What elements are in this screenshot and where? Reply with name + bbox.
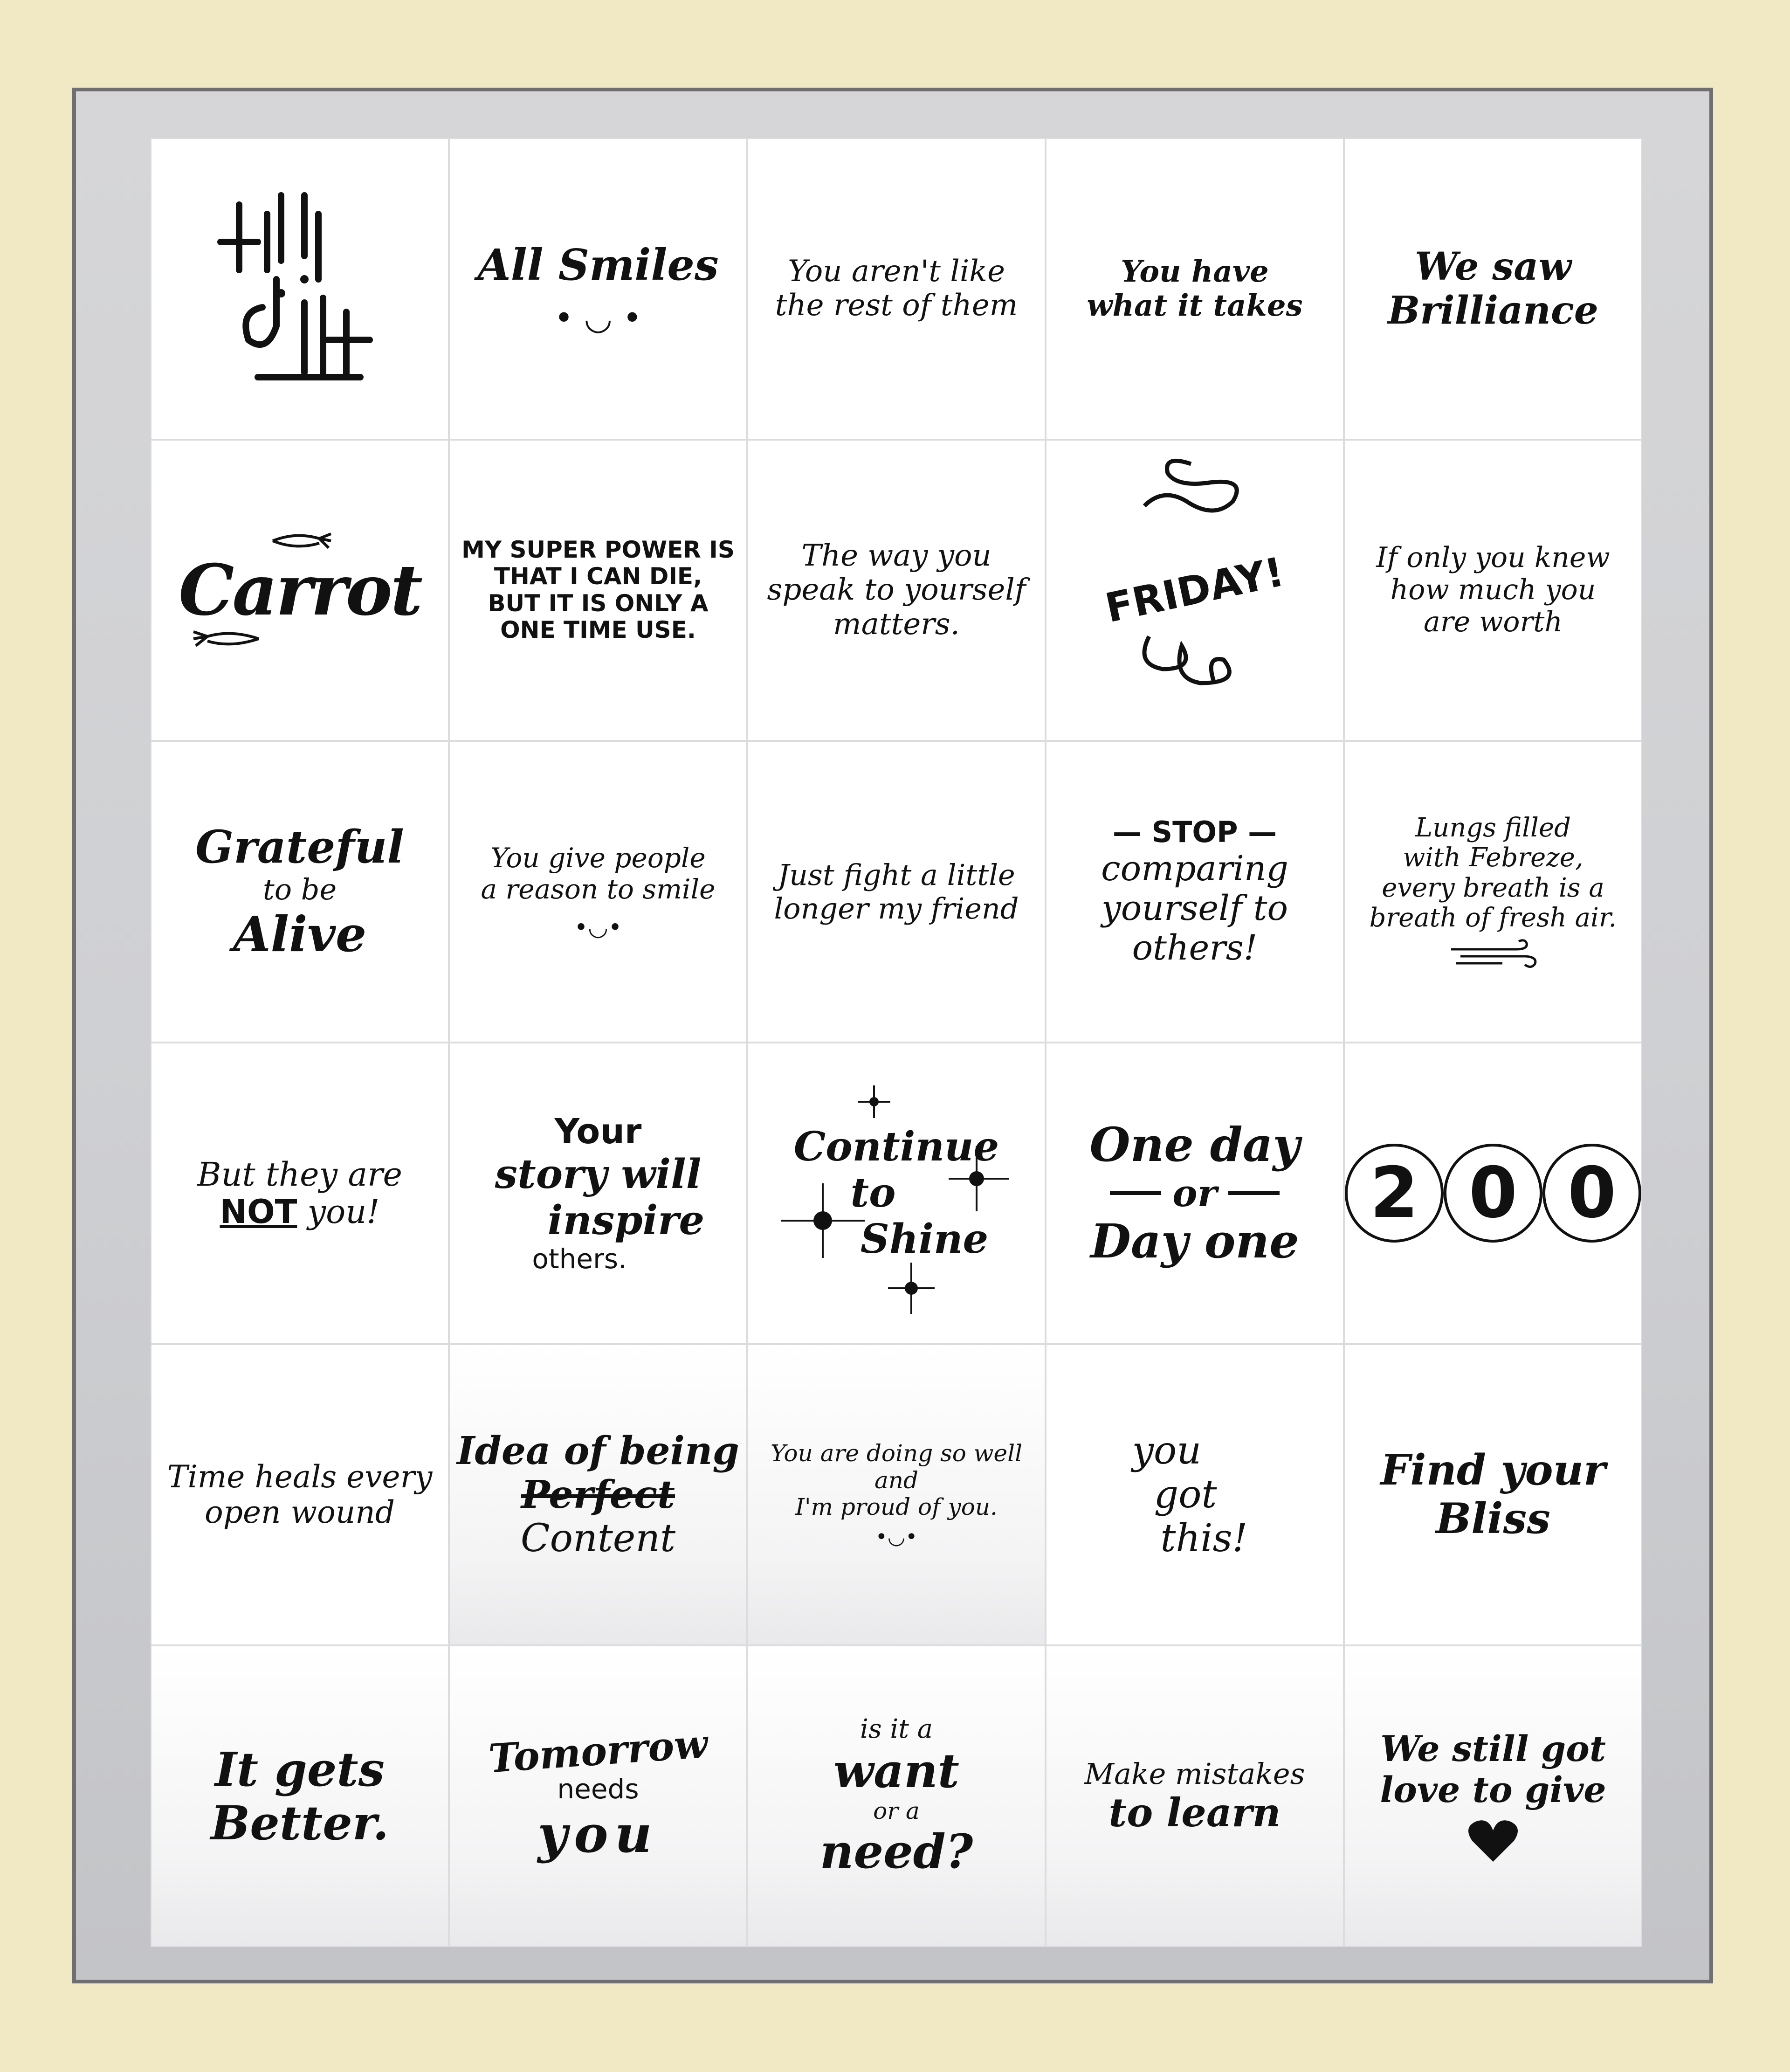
card-flip-it <box>151 138 449 440</box>
card-text: Just fight a little <box>778 858 1015 892</box>
card-text: MY SUPER POWER IS <box>461 536 735 563</box>
card-text: inspire <box>547 1196 705 1244</box>
card-text: to <box>850 1169 896 1216</box>
card-text: yourself to <box>1101 888 1288 928</box>
card-text: with Febreze, <box>1403 843 1583 873</box>
card-text: You give people <box>490 842 706 874</box>
card-text: you <box>1132 1428 1202 1473</box>
divider <box>1228 1191 1280 1195</box>
card-you-arent-like <box>747 138 1046 440</box>
card-text: are worth <box>1424 606 1563 639</box>
photo-frame <box>72 88 1713 1983</box>
card-text: a reason to smile <box>481 873 716 905</box>
card-text: how much you <box>1390 573 1596 607</box>
card-find-your-bliss <box>1344 1344 1642 1646</box>
card-text: Time heals every <box>167 1459 433 1495</box>
card-lungs-filled <box>1344 741 1642 1043</box>
card-text: — STOP — <box>1112 815 1277 850</box>
card-carrot <box>151 440 449 741</box>
card-text: or <box>1172 1171 1217 1216</box>
digit-circle: 0 <box>1542 1144 1641 1243</box>
card-text: the rest of them <box>775 288 1018 323</box>
card-text: Bliss <box>1436 1493 1550 1543</box>
card-text: want <box>833 1743 959 1799</box>
card-text: But they are <box>197 1155 402 1194</box>
card-text: Your <box>554 1111 642 1152</box>
wind-icon <box>1446 938 1540 970</box>
card-text: Continue <box>793 1123 999 1170</box>
card-tomorrow-needs-you <box>449 1645 747 1947</box>
smile-face-icon: •◡• <box>574 913 622 941</box>
card-text: Better. <box>210 1795 389 1851</box>
card-make-mistakes <box>1046 1645 1344 1947</box>
card-text: story will <box>495 1150 702 1198</box>
card-text: Tomorrow <box>487 1720 709 1782</box>
card-text: every breath is a <box>1382 872 1604 903</box>
card-text: to learn <box>1108 1789 1281 1836</box>
flourish-icon <box>1116 455 1266 525</box>
card-want-or-need <box>747 1645 1046 1947</box>
card-text: We saw <box>1414 244 1571 290</box>
card-text: FRIDAY! <box>1101 548 1288 632</box>
digit-circle: 0 <box>1444 1144 1542 1243</box>
card-text: got <box>1154 1472 1217 1517</box>
card-text: needs <box>557 1773 639 1805</box>
card-text: You aren't like <box>788 254 1005 289</box>
card-text: Find your <box>1380 1445 1606 1495</box>
smile-face-icon: • ◡ • <box>554 298 642 337</box>
card-one-day-or-day-one <box>1046 1043 1344 1344</box>
card-your-story <box>449 1043 747 1344</box>
smile-face-icon: •◡• <box>875 1525 918 1549</box>
card-text: matters. <box>833 607 960 642</box>
card-text: Idea of being <box>457 1428 739 1473</box>
card-time-heals <box>151 1344 449 1646</box>
card-text: is it a <box>860 1713 933 1744</box>
card-text: Content <box>520 1516 676 1561</box>
card-text: Carrot <box>179 549 421 631</box>
card-text: you! <box>307 1193 380 1231</box>
carrot-icon <box>268 529 333 553</box>
card-idea-of-being <box>449 1344 747 1646</box>
card-text: breath of fresh air. <box>1369 903 1617 933</box>
card-text: Make mistakes <box>1084 1756 1305 1791</box>
card-but-they-are-not-you <box>151 1043 449 1344</box>
card-text: ONE TIME USE. <box>500 616 696 644</box>
card-text: longer my friend <box>774 891 1019 925</box>
card-grid <box>151 138 1642 1947</box>
card-text: you <box>537 1804 659 1865</box>
card-text: this! <box>1160 1516 1248 1561</box>
card-if-only-you-knew <box>1344 440 1642 741</box>
card-super-power <box>449 440 747 741</box>
card-text: need? <box>819 1823 973 1879</box>
card-text: Shine <box>860 1215 989 1263</box>
card-text: to be <box>262 872 337 907</box>
flourish-icon <box>1121 627 1261 692</box>
card-text: speak to yourself <box>767 573 1026 608</box>
card-you-are-doing-so-well <box>747 1344 1046 1646</box>
card-the-way-you-speak <box>747 440 1046 741</box>
card-text: others. <box>532 1243 627 1275</box>
divider <box>1110 1191 1161 1195</box>
card-text: I'm proud of you. <box>795 1493 998 1521</box>
card-we-saw-brilliance <box>1344 138 1642 440</box>
card-just-fight <box>747 741 1046 1043</box>
number-200 <box>1345 1144 1641 1243</box>
card-text: open wound <box>204 1494 395 1530</box>
card-text: THAT I CAN DIE, <box>494 563 702 590</box>
card-text: You are doing so well <box>770 1440 1023 1467</box>
card-text: It gets <box>215 1741 385 1797</box>
card-text: Day one <box>1090 1214 1299 1269</box>
card-text: All Smiles <box>477 240 719 290</box>
card-text: comparing <box>1101 848 1288 889</box>
flip-it-ambigram-icon <box>211 186 388 391</box>
card-continue-to-shine <box>747 1043 1046 1344</box>
card-text: Alive <box>233 905 367 963</box>
card-we-still-got-love <box>1344 1645 1642 1947</box>
digit-circle: 2 <box>1345 1144 1444 1243</box>
carrot-icon <box>189 627 263 650</box>
card-text: You have <box>1121 254 1269 289</box>
card-you-got-this <box>1046 1344 1344 1646</box>
card-text: One day <box>1089 1117 1300 1173</box>
card-friday <box>1046 440 1344 741</box>
card-all-smiles <box>449 138 747 440</box>
crossed-out-text: Perfect <box>521 1472 675 1517</box>
card-grateful <box>151 741 449 1043</box>
card-you-have <box>1046 138 1344 440</box>
card-text: or a <box>873 1797 920 1825</box>
card-text: and <box>874 1466 919 1494</box>
card-stop-comparing <box>1046 741 1344 1043</box>
card-text: We still got <box>1380 1728 1606 1770</box>
card-text: love to give <box>1380 1768 1606 1810</box>
card-text: BUT IT IS ONLY A <box>488 589 709 617</box>
card-text: others! <box>1132 927 1258 968</box>
card-text: If only you knew <box>1376 541 1610 574</box>
not-text: NOT <box>220 1193 297 1231</box>
card-200 <box>1344 1043 1642 1344</box>
card-it-gets-better <box>151 1645 449 1947</box>
card-text: Brilliance <box>1388 288 1598 333</box>
card-you-give-people <box>449 741 747 1043</box>
card-text: Lungs filled <box>1415 812 1571 843</box>
card-text: The way you <box>801 538 991 573</box>
sparkle-icon <box>748 1043 1046 1344</box>
card-text: what it takes <box>1087 288 1303 324</box>
heart-icon <box>1467 1817 1519 1864</box>
card-text: Grateful <box>195 821 404 874</box>
